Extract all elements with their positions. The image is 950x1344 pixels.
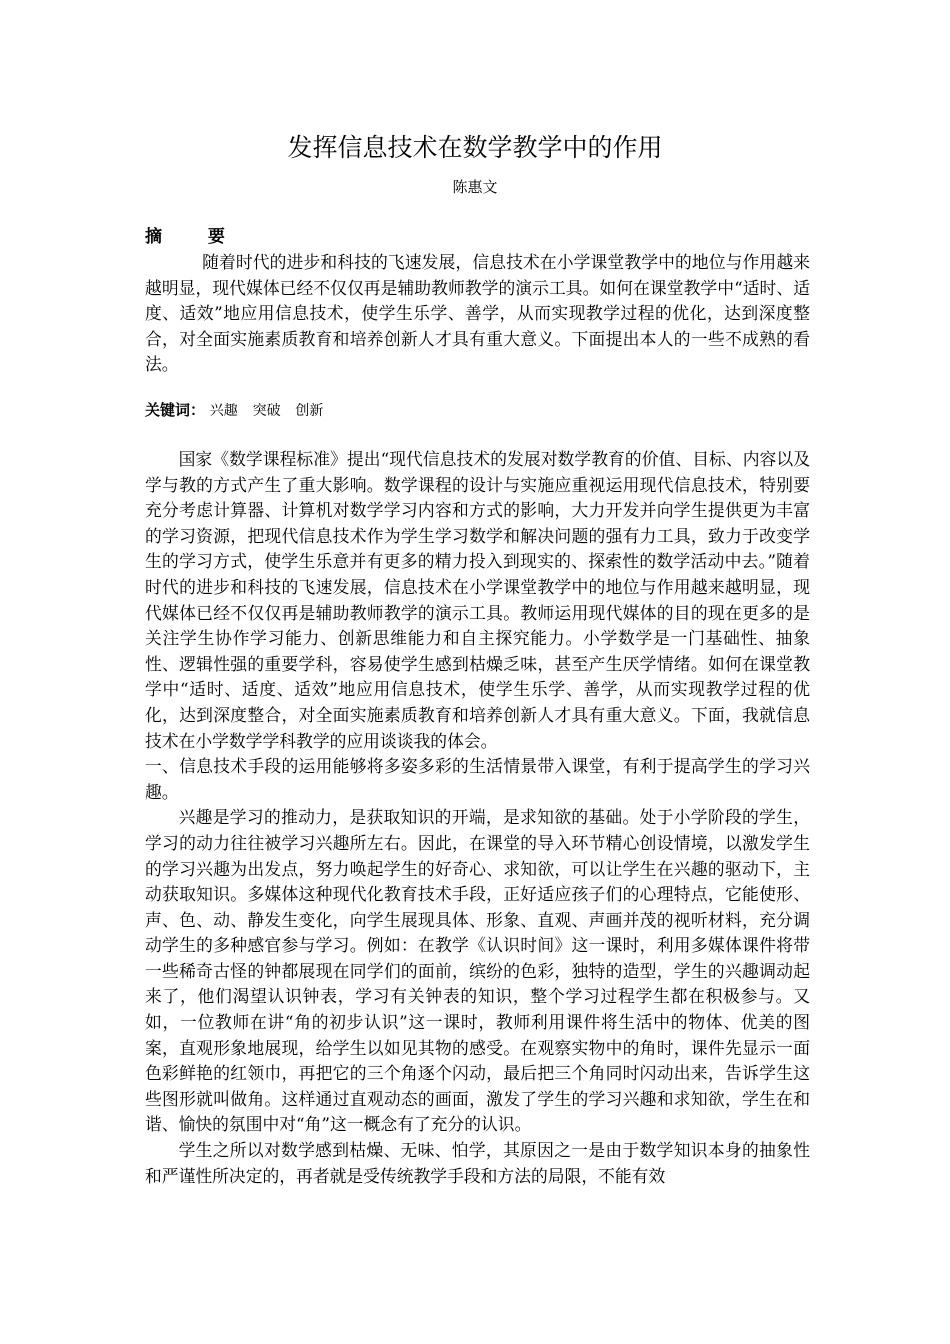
section-heading: 一、信息技术手段的运用能够将多姿多彩的生活情景带入课堂，有利于提高学生的学习兴趣。 (145, 756, 810, 802)
main-body (145, 447, 810, 1189)
abstract-heading: 摘 要 (145, 227, 245, 247)
abstract-body (145, 250, 810, 378)
abstract-text: 随着时代的进步和科技的飞速发展，信息技术在小学课堂教学中的地位与作用越来越明显，现代媒体已经不仅仅再是辅助教师教学的演示工具。如何在课堂教学中“适时、适度、适效”地应用信息技术，使学生乐学、善学，从而实现教学过程的优化，达到深度整合，对全面实施素质教育和培养创新人才具有重大意义。下面提出本人的一些不成熟的看法。 (145, 252, 810, 375)
keywords-label: 关键词： (145, 401, 206, 419)
body-paragraph: 国家《数学课程标准》提出“现代信息技术的发展对数学教育的价值、目标、内容以及学与教的方式产生了重大影响。数学课程的设计与实施应重视运用现代信息技术，特别要充分考虑计算器、计算机对数学学习内容和方式的影响，大力开发并向学生提供更为丰富的学习资源，把现代信息技术作为学生学习数学和解决问题的强有力工具，致力于改变学生的学习方式，使学生乐意并有更多的精力投入到现实的、探索性的数学活动中去。”随着时代的进步和科技的飞速发展，信息技术在小学课堂教学中的地位与作用越来越明显，现代媒体已经不仅仅再是辅助教师教学的演示工具。教师运用现代媒体的目的现在更多的是关注学生协作学习能力、创新思维能力和自主探究能力。小学数学是一门基础性、抽象性、逻辑性强的重要学科，容易使学生感到枯燥乏味，甚至产生厌学情绪。如何在课堂教学中“适时、适度、适效”地应用信息技术，使学生乐学、善学，从而实现教学过程的优化，达到深度整合，对全面实施素质教育和培养创新人才具有重大意义。下面，我就信息技术在小学数学学科教学的应用谈谈我的体会。 (145, 449, 810, 751)
body-paragraph: 学生之所以对数学感到枯燥、无味、怕学，其原因之一是由于数学知识本身的抽象性和严谨性所决定的，再者就是受传统教学手段和方法的局限，不能有效 (145, 1140, 810, 1186)
document-title: 发挥信息技术在数学教学中的作用 (287, 133, 663, 162)
keywords-line (145, 399, 333, 422)
keyword-item: 突破 (252, 403, 281, 419)
body-paragraph: 兴趣是学习的推动力，是获取知识的开端，是求知欲的基础。处于小学阶段的学生，学习的动力往往被学习兴趣所左右。因此，在课堂的导入环节精心创设情境，以激发学生的学习兴趣为出发点，努力唤起学生的好奇心、求知欲，可以让学生在兴趣的驱动下，主动获取知识。多媒体这种现代化教育技术手段，正好适应孩子们的心理特点，它能使形、声、色、动、静发生变化，向学生展现具体、形象、直观、声画并茂的视听材料，充分调动学生的多种感官参与学习。例如：在教学《认识时间》这一课时，利用多媒体课件将带一些稀奇古怪的钟都展现在同学们的面前，缤纷的色彩，独特的造型，学生的兴趣调动起来了，他们渴望认识钟表，学习有关钟表的知识，整个学习过程学生都在积极参与。又如，一位教师在讲“角的初步认识”这一课时，教师利用课件将生活中的物体、优美的图案，直观形象地展现，给学生以如见其物的感受。在观察实物中的角时，课件先显示一面色彩鲜艳的红领巾，再把它的三个角逐个闪动，最后把三个角同时闪动出来，告诉学生这些图形就叫做角。这样通过直观动态的画面，激发了学生的学习兴趣和求知欲，学生在和谐、愉快的氛围中对“角”这一概念有了充分的认识。 (145, 807, 810, 1135)
keyword-item: 创新 (295, 403, 324, 419)
keyword-item: 兴趣 (209, 403, 238, 419)
author-name: 陈惠文 (452, 178, 498, 196)
